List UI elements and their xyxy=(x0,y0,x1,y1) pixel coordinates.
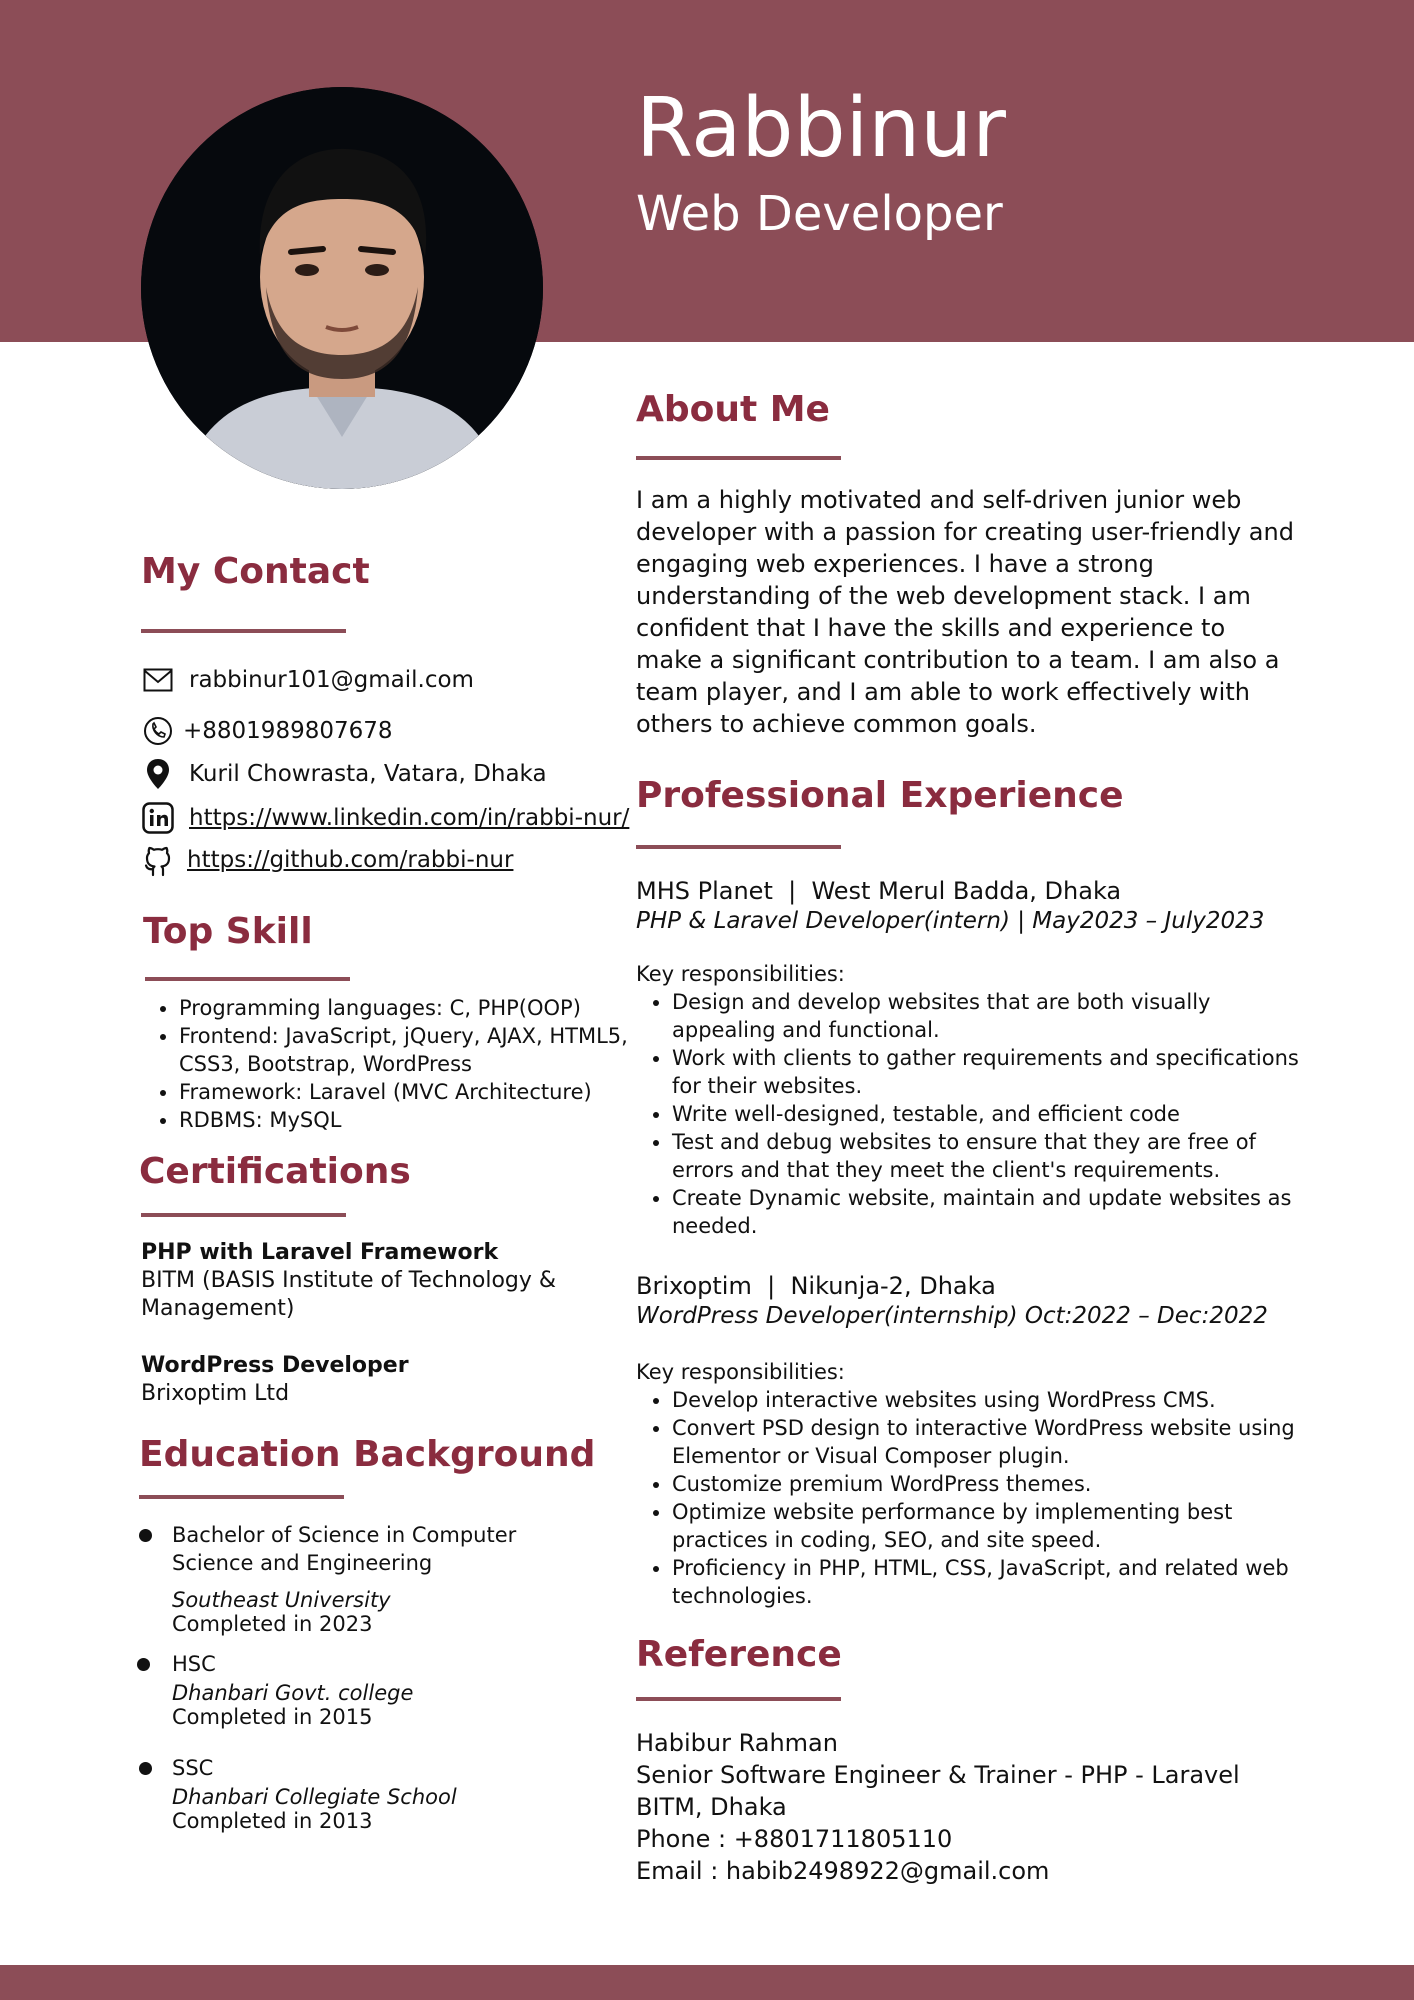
school-text: Dhanbari Collegiate School xyxy=(172,1785,457,1809)
degree-text: HSC xyxy=(172,1652,216,1676)
completion-text: Completed in 2015 xyxy=(172,1705,373,1729)
reference-title: Senior Software Engineer & Trainer - PHP - Laravel xyxy=(636,1761,1240,1789)
contact-address xyxy=(141,757,547,791)
skill-item: • Frontend: JavaScript, jQuery, AJAX, HTML5, CSS3, Bootstrap, WordPress xyxy=(179,1022,639,1078)
responsibility-item: • Create Dynamic website, maintain and update websites as needed. xyxy=(672,1184,1312,1240)
linkedin-link[interactable]: https://www.linkedin.com/in/rabbi-nur/ xyxy=(189,805,630,831)
about-heading: About Me xyxy=(636,389,830,430)
responsibility-item: • Develop interactive websites using WordPress CMS. xyxy=(672,1386,1312,1414)
contact-github xyxy=(141,843,513,877)
school-text: Southeast University xyxy=(172,1588,391,1612)
skills-list xyxy=(143,994,639,1134)
footer-band xyxy=(0,1965,1414,2000)
responsibilities-label: Key responsibilities: xyxy=(636,962,845,986)
responsibility-item: • Convert PSD design to interactive WordPress website using Elementor or Visual Composer plugin. xyxy=(672,1414,1312,1470)
reference-name: Habibur Rahman xyxy=(636,1729,838,1757)
about-text: I am a highly motivated and self-driven junior web developer with a passion for creating user-friendly and engaging web experiences. I have a strong understanding of the web development stack. I am confident that I have the skills and experience to make a significant contribution to a team. I am also a team player, and I am able to work effectively with others to achieve common goals. xyxy=(636,486,1294,738)
cert-issuer: BITM (BASIS Institute of Technology & Management) xyxy=(141,1268,557,1321)
phone-icon xyxy=(141,714,175,748)
education-heading: Education Background xyxy=(139,1434,596,1475)
email-text[interactable]: rabbinur101@gmail.com xyxy=(189,667,474,693)
skill-item: • Framework: Laravel (MVC Architecture) xyxy=(179,1078,639,1106)
contact-divider xyxy=(141,629,346,633)
reference-org: BITM, Dhaka xyxy=(636,1793,787,1821)
bullet-icon xyxy=(139,1529,152,1542)
cert-name: WordPress Developer xyxy=(141,1353,409,1378)
bullet-icon xyxy=(137,1658,150,1671)
github-link[interactable]: https://github.com/rabbi-nur xyxy=(187,847,514,873)
education-divider xyxy=(139,1495,344,1499)
responsibility-item: • Work with clients to gather requirements and specifications for their websites. xyxy=(672,1044,1312,1100)
job-responsibilities xyxy=(636,1386,1312,1610)
experience-heading: Professional Experience xyxy=(636,775,1124,816)
contact-email xyxy=(141,663,474,697)
certifications-heading: Certifications xyxy=(139,1151,411,1192)
responsibility-item: • Customize premium WordPress themes. xyxy=(672,1470,1312,1498)
reference-heading: Reference xyxy=(636,1634,842,1675)
skill-item: • RDBMS: MySQL xyxy=(179,1106,639,1134)
responsibility-item: • Test and debug websites to ensure that they are free of errors and that they meet the client's requirements. xyxy=(672,1128,1312,1184)
job-company: Brixoptim | Nikunja-2, Dhaka xyxy=(636,1272,996,1300)
responsibility-item: • Proficiency in PHP, HTML, CSS, JavaScript, and related web technologies. xyxy=(672,1554,1312,1610)
skill-item: • Programming languages: C, PHP(OOP) xyxy=(179,994,639,1022)
bullet-icon xyxy=(139,1762,152,1775)
degree-text: SSC xyxy=(172,1756,214,1780)
job-company: MHS Planet | West Merul Badda, Dhaka xyxy=(636,877,1122,905)
map-pin-icon xyxy=(141,757,175,791)
reference-phone: Phone : +8801711805110 xyxy=(636,1825,953,1853)
experience-divider xyxy=(636,845,841,849)
reference-divider xyxy=(636,1697,841,1701)
responsibility-item: • Write well-designed, testable, and efficient code xyxy=(672,1100,1312,1128)
reference-email[interactable]: Email : habib2498922@gmail.com xyxy=(636,1857,1050,1885)
profile-photo xyxy=(141,87,543,489)
completion-text: Completed in 2013 xyxy=(172,1809,373,1833)
linkedin-icon xyxy=(141,801,175,835)
job-position: PHP & Laravel Developer(intern) | May2023 – July2023 xyxy=(636,908,1265,934)
cert-name: PHP with Laravel Framework xyxy=(141,1240,499,1265)
cert-issuer: Brixoptim Ltd xyxy=(141,1381,290,1406)
job-title: Web Developer xyxy=(636,186,1003,242)
person-name: Rabbinur xyxy=(636,81,1006,176)
address-text: Kuril Chowrasta, Vatara, Dhaka xyxy=(189,761,547,787)
phone-text[interactable]: +8801989807678 xyxy=(183,718,393,744)
certifications-divider xyxy=(141,1213,346,1217)
responsibilities-label: Key responsibilities: xyxy=(636,1360,845,1384)
github-icon xyxy=(141,843,175,877)
skills-divider xyxy=(145,977,350,981)
job-position: WordPress Developer(internship) Oct:2022 – Dec:2022 xyxy=(636,1303,1268,1329)
skills-heading: Top Skill xyxy=(143,911,313,952)
about-divider xyxy=(636,456,841,460)
responsibility-item: • Optimize website performance by implementing best practices in coding, SEO, and site speed. xyxy=(672,1498,1312,1554)
contact-linkedin xyxy=(141,801,629,835)
envelope-icon xyxy=(141,663,175,697)
school-text: Dhanbari Govt. college xyxy=(172,1681,414,1705)
responsibility-item: • Design and develop websites that are both visually appealing and functional. xyxy=(672,988,1312,1044)
contact-heading: My Contact xyxy=(141,551,370,592)
contact-phone xyxy=(141,714,393,748)
degree-text: Bachelor of Science in Computer Science and Engineering xyxy=(172,1523,517,1575)
completion-text: Completed in 2023 xyxy=(172,1612,373,1636)
job-responsibilities xyxy=(636,988,1312,1240)
